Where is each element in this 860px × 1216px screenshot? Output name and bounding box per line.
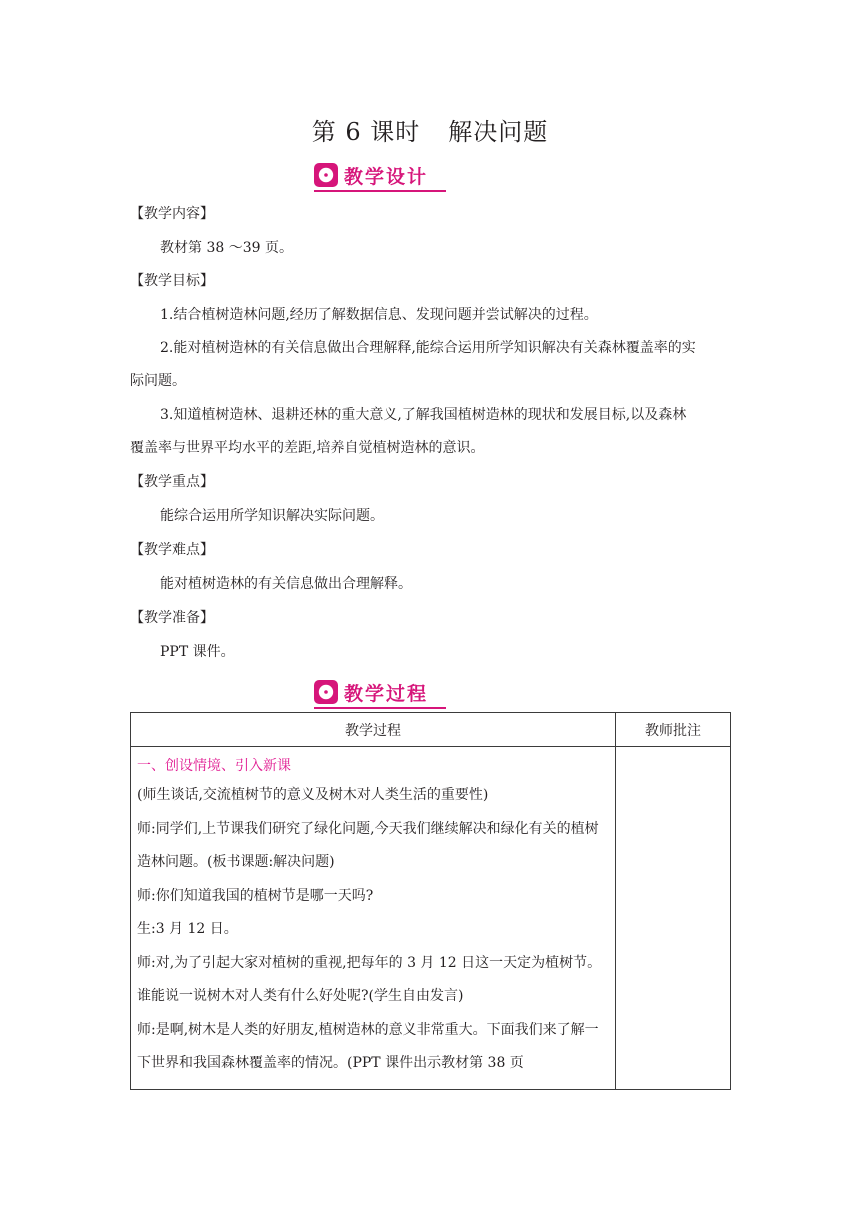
goal-item: 3.知道植树造林、退耕还林的重大意义,了解我国植树造林的现状和发展目标,以及森林覆盖率与世界平均水平的差距,培养自觉植树造林的意识。 — [130, 407, 687, 456]
goal-item: 1.结合植树造林问题,经历了解数据信息、发现问题并尝试解决的过程。 — [160, 307, 598, 323]
process-line: 师:是啊,树木是人类的好朋友,植树造林的意义非常重大。下面我们来了解一下世界和我国森林覆盖率的情况。(PPT 课件出示教材第 38 页 — [137, 1021, 599, 1071]
column-header-notes: 教师批注 — [616, 713, 731, 747]
preparation-text: PPT 课件。 — [160, 644, 235, 660]
difficulties-text: 能对植树造林的有关信息做出合理解释。 — [160, 576, 412, 592]
swirl-logo-icon — [314, 163, 338, 187]
lesson-topic: 解决问题 — [448, 118, 549, 146]
table-header-row — [131, 713, 731, 747]
process-line: 师:你们知道我国的植树节是哪一天吗? — [137, 887, 374, 904]
column-header-process: 教学过程 — [131, 713, 616, 747]
teaching-design-banner — [314, 160, 446, 192]
process-line: 生:3 月 12 日。 — [137, 921, 238, 937]
process-line: (师生谈话,交流植树节的意义及树木对人类生活的重要性) — [137, 787, 489, 803]
preparation-heading: 【教学准备】 — [130, 610, 214, 626]
notes-cell — [616, 747, 731, 1090]
page-title — [0, 112, 860, 147]
swirl-logo-icon — [314, 680, 338, 704]
process-line: 师:同学们,上节课我们研究了绿化问题,今天我们继续解决和绿化有关的植树造林问题。(板书课题:解决问题) — [137, 820, 599, 870]
goal-item: 2.能对植树造林的有关信息做出合理解释,能综合运用所学知识解决有关森林覆盖率的实际问题。 — [130, 340, 696, 389]
section-title: 一、创设情境、引入新课 — [137, 758, 291, 774]
teaching-process-table — [130, 712, 731, 1090]
banner-label: 教学设计 — [344, 165, 429, 188]
difficulties-heading: 【教学难点】 — [130, 542, 214, 558]
teaching-process-banner — [314, 677, 446, 709]
banner-label: 教学过程 — [344, 682, 429, 705]
process-line: 师:对,为了引起大家对植树的重视,把每年的 3 月 12 日这一天定为植树节。谁能说一说树木对人类有什么好处呢?(学生自由发言) — [137, 954, 602, 1004]
lesson-number: 第 6 课时 — [311, 118, 421, 146]
key-points-heading: 【教学重点】 — [130, 474, 214, 490]
key-points-text: 能综合运用所学知识解决实际问题。 — [160, 508, 384, 524]
goals-heading: 【教学目标】 — [130, 273, 214, 289]
table-row — [131, 747, 731, 1090]
content-text: 教材第 38 ～39 页。 — [160, 240, 293, 256]
process-cell — [131, 747, 616, 1090]
content-heading: 【教学内容】 — [130, 206, 214, 222]
